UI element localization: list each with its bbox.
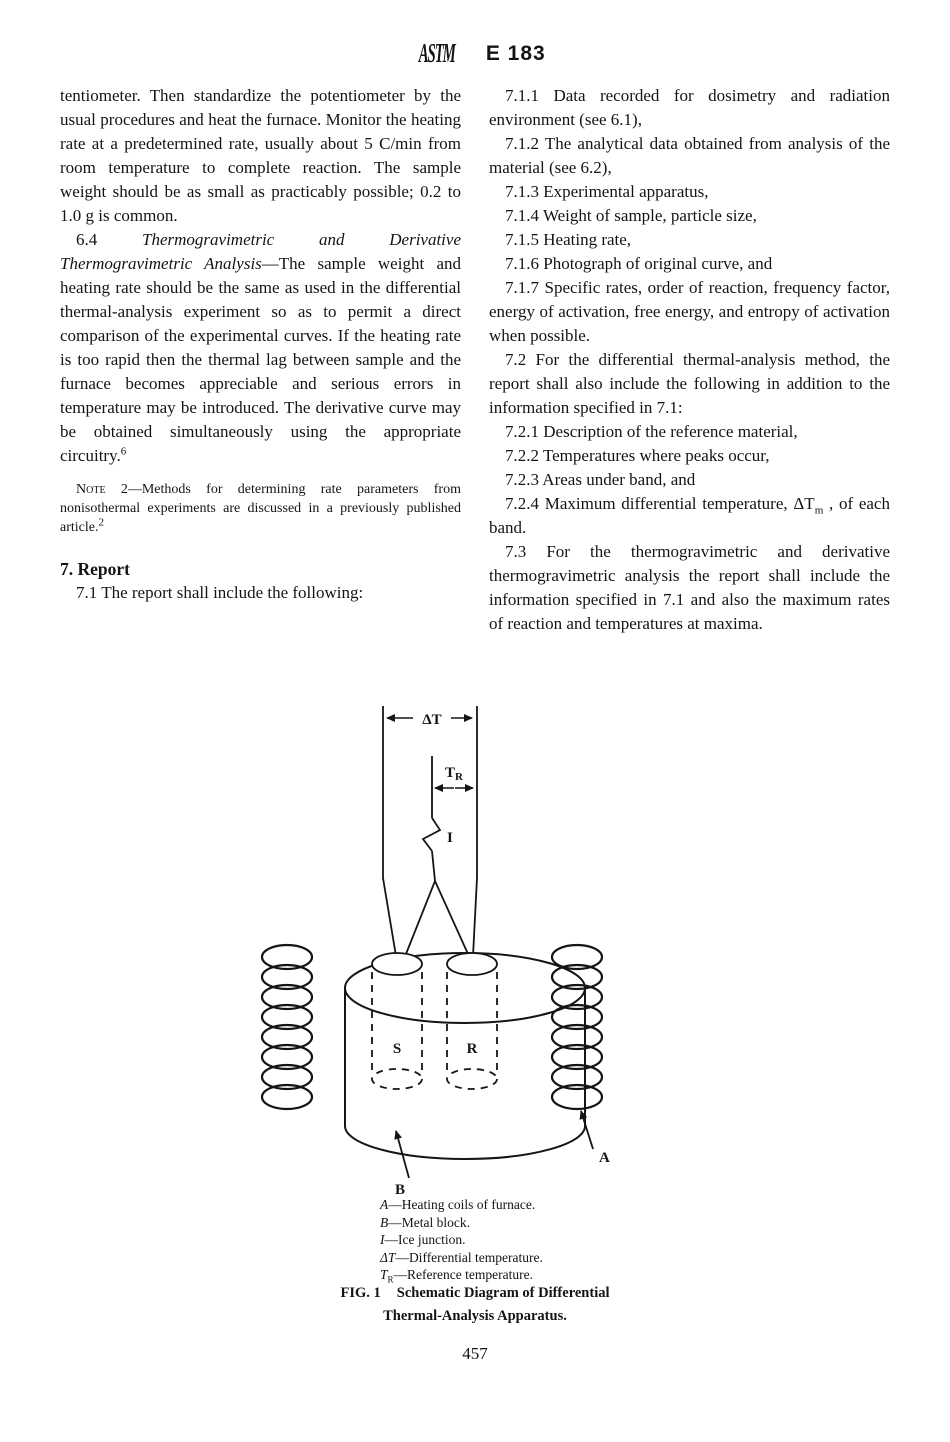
figure-number: FIG. 1 [340, 1285, 381, 1301]
legend-desc: —Metal block. [388, 1214, 470, 1230]
metal-block [345, 953, 585, 1159]
report-item: 7.1.1 Data recorded for dosimetry and radiation environment (see 6.1), [489, 86, 890, 129]
report-item: 7.2.3 Areas under band, and [505, 470, 696, 489]
label-well-r: R [466, 1041, 478, 1057]
left-column [60, 84, 461, 636]
figure-legend [380, 1196, 543, 1284]
page-number: 457 [462, 1344, 488, 1363]
well-bores-dashed [372, 972, 497, 1089]
note-2 [60, 480, 461, 537]
legend-desc: —Differential temperature. [395, 1249, 543, 1265]
legend-item [380, 1231, 543, 1249]
note-body: —Methods for determining rate parameters from nonisothermal experiments are discussed in a previously published article. [60, 482, 461, 535]
report-item-73: 7.3 For the thermogravimetric and derivative thermogravimetric analysis the report shall include the information specified in 7.1 and also the maximum rates of reaction and temperatures at maxima. [489, 542, 890, 633]
legend-term: ΔT [380, 1249, 396, 1265]
legend-item [380, 1196, 543, 1214]
legend-item [380, 1249, 543, 1267]
label-well-s: S [392, 1041, 402, 1057]
subscript-m: m [814, 504, 824, 517]
legend-desc: —Heating coils of furnace. [388, 1197, 536, 1212]
report-item: 7.1.3 Experimental apparatus, [505, 182, 709, 201]
paragraph-continuation: tentiometer. Then standardize the potentiometer by the usual procedures and heat the furnace. Monitor the heating rate at a predetermined rate, usually about 5 C/min from room temperature to complete reaction. The sample weight should be as small as practicably possible; 0.2 to 1.0 g is common. [60, 86, 461, 225]
note-label: Note 2 [76, 482, 128, 497]
legend-term: B [380, 1214, 389, 1230]
report-item: 7.1.6 Photograph of original curve, and [505, 254, 773, 273]
legend-term: I [380, 1232, 385, 1247]
item-text: , of each band. [489, 494, 890, 537]
caption-text: Schematic Diagram of Differential [396, 1285, 610, 1301]
legend-term: T [380, 1267, 388, 1282]
legend-term-sub: R [387, 1274, 394, 1285]
caption-line-2: Thermal-Analysis Apparatus. [383, 1308, 567, 1324]
section-number: 6.4 [76, 230, 143, 249]
figure-caption [0, 1282, 950, 1328]
report-item: 7.1.5 Heating rate, [505, 230, 632, 249]
caption-line-1 [0, 1282, 950, 1305]
footnote-ref: 2 [98, 516, 104, 529]
page-header [0, 38, 950, 69]
heating-coil-left [262, 945, 312, 1109]
label-t-main: T [445, 765, 456, 781]
thermocouple-wires [383, 706, 477, 956]
paragraph-body: —The sample weight and heating rate should be the same as used in the differential thermal-analysis experiment so as to permit a direct comparison of the experimental curves. If the heating rate is too rapid then the thermal lag between sample and the furnace becomes appreciable and serious errors in temperature may be introduced. The derivative curve may be obtained simultaneously using the appropriate circuitry. [60, 254, 461, 465]
section-7-heading: 7. Report [60, 559, 130, 579]
text-columns [60, 84, 890, 636]
legend-item [380, 1214, 543, 1232]
report-item: 7.2.2 Temperatures where peaks occur, [505, 446, 770, 465]
legend-desc: —Ice junction. [384, 1232, 466, 1247]
astm-logo-icon: ASTM [419, 38, 456, 68]
legend-term: A [380, 1197, 389, 1212]
right-column [489, 84, 890, 636]
label-t-r [445, 765, 464, 783]
item-text: 7.2.4 Maximum differential temperature, ΔT [505, 494, 815, 513]
ice-junction-zigzag [423, 818, 440, 851]
label-delta-t: ΔT [422, 712, 442, 728]
label-t-sub: R [455, 771, 463, 783]
report-item: 7.2 For the differential thermal-analysis method, the report shall also include the following in addition to the information specified in 7.1: [489, 350, 890, 417]
legend-item [380, 1266, 543, 1284]
footnote-ref: 6 [120, 445, 127, 458]
report-item: 7.2.1 Description of the reference material, [505, 422, 798, 441]
heating-coil-right [552, 945, 602, 1109]
label-ice-junction: I [447, 830, 453, 846]
legend-desc: —Reference temperature. [393, 1267, 533, 1282]
report-item: 7.1.2 The analytical data obtained from analysis of the material (see 6.2), [489, 134, 890, 177]
label-block-b: B [394, 1182, 406, 1198]
section-title-italic: Thermogravimetric and Derivative Thermogravimetric Analysis [60, 230, 461, 273]
figure-1-diagram [250, 698, 650, 1198]
paragraph-6-4 [60, 228, 461, 468]
label-coil-a: A [599, 1150, 610, 1166]
report-item-724 [489, 492, 890, 540]
document-code: E 183 [485, 41, 546, 65]
paragraph-7-1: 7.1 The report shall include the following: [76, 583, 364, 602]
report-item: 7.1.4 Weight of sample, particle size, [505, 206, 757, 225]
report-item: 7.1.7 Specific rates, order of reaction, frequency factor, energy of activation, free energy, and entropy of activation when possible. [489, 278, 890, 345]
